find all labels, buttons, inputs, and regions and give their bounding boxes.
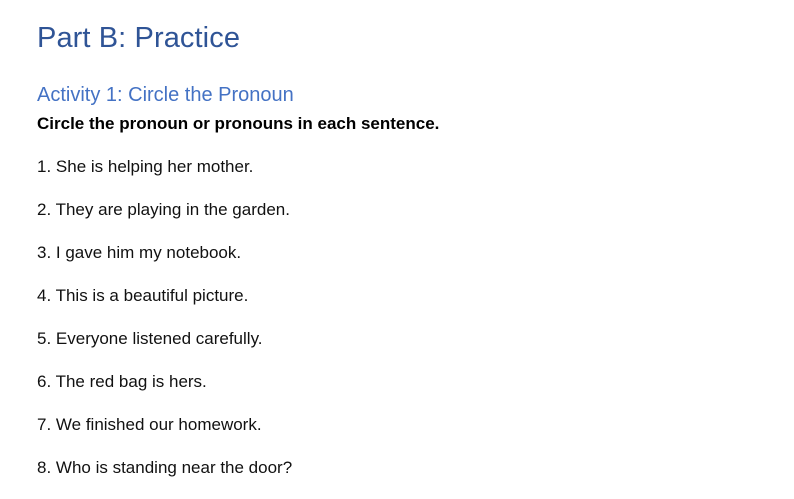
sentence-7: 7. We finished our homework. (37, 415, 262, 434)
worksheet-page (37, 0, 774, 486)
sentence-8: 8. Who is standing near the door? (37, 458, 293, 477)
sentence-4: 4. This is a beautiful picture. (37, 286, 249, 305)
sentence-3: 3. I gave him my notebook. (37, 243, 242, 262)
sentence-2: 2. They are playing in the garden. (37, 200, 290, 219)
activity-title: Activity 1: Circle the Pronoun (37, 84, 294, 106)
sentence-1: 1. She is helping her mother. (37, 157, 254, 176)
part-title: Part B: Practice (37, 22, 241, 54)
sentence-list (37, 155, 292, 499)
instruction-text: Circle the pronoun or pronouns in each sentence. (37, 114, 440, 133)
sentence-5: 5. Everyone listened carefully. (37, 329, 263, 348)
sentence-6: 6. The red bag is hers. (37, 372, 207, 391)
